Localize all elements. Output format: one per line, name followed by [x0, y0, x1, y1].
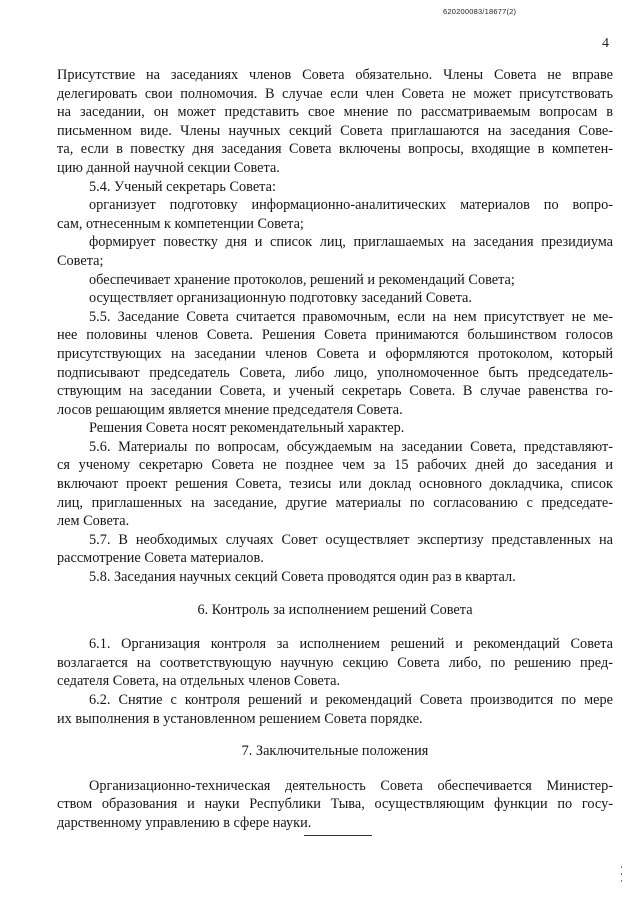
document-id: 620200083/18677(2): [443, 7, 517, 16]
paragraph-line: присутствующих на заседании членов Совета и оформляются протоколом, который: [57, 345, 613, 362]
paragraph-line: сам, отнесенным к компетенции Совета;: [57, 215, 304, 232]
section-6-heading: 6. Контроль за исполнением решений Совета: [197, 601, 473, 618]
paragraph-line: на заседании, он может представить свое мнение по рассматриваемым вопросам в: [57, 104, 613, 121]
clause-5-6: 5.6. Материалы по вопросам, обсуждаемым на заседании Совета, представляют-: [89, 438, 613, 455]
paragraph-line: ствующим на заседании Совета, и ученый секретарь Совета. В случае равенства го-: [57, 383, 613, 400]
clause-6-2: 6.2. Снятие с контроля решений и рекомендаций Совета производится по мере: [89, 692, 613, 708]
paragraph-line: включают проект решения Совета, тезисы или доклад основного докладчика, список: [57, 476, 613, 493]
clause-5-5: 5.5. Заседание Совета считается правомочным, если на нем присутствует не ме-: [89, 308, 613, 325]
paragraph-line: цию данной научной секции Совета.: [57, 159, 280, 176]
paragraph-line: Совета;: [57, 252, 104, 269]
paragraph-line: лиц, приглашенных на заседание, другие материалы по согласованию с председате-: [57, 494, 613, 511]
scan-margin-marks: [621, 866, 625, 886]
paragraph-line: лосов решающим является мнение председателя Совета.: [57, 401, 403, 418]
end-divider: [304, 835, 372, 836]
paragraph-line: формирует повестку дня и список лиц, приглашаемых на заседания президиума: [89, 234, 613, 251]
paragraph-line: рассмотрение Совета материалов.: [57, 550, 264, 567]
paragraph-line: лем Совета.: [57, 513, 130, 530]
paragraph-line: та, если в повестку дня заседания Совета включены вопросы, входящие в компетен-: [57, 141, 613, 158]
paragraph-line: осуществляет организационную подготовку заседаний Совета.: [89, 290, 472, 307]
paragraph-line: дарственному управлению в сфере науки.: [57, 814, 312, 831]
clause-5-8: 5.8. Заседания научных секций Совета проводятся один раз в квартал.: [89, 569, 516, 586]
paragraph-line: Организационно-техническая деятельность Совета обеспечивается Министер-: [89, 777, 613, 794]
paragraph-line: нее половины членов Совета. Решения Совета принимаются большинством голосов: [57, 327, 613, 344]
paragraph-line: седателя Совета, на отдельных членов Совета.: [57, 673, 341, 690]
paragraph-line: обеспечивает хранение протоколов, решений и рекомендаций Совета;: [89, 271, 515, 288]
document-body: [57, 66, 613, 833]
clause-5-4-title: 5.4. Ученый секретарь Совета:: [89, 178, 276, 195]
paragraph-line: Решения Совета носят рекомендательный характер.: [89, 420, 405, 437]
paragraph-line: Присутствие на заседаниях членов Совета обязательно. Члены Совета не вправе: [57, 67, 613, 83]
section-7-heading: 7. Заключительные положения: [241, 743, 429, 760]
paragraph-line: делегировать свои полномочия. В случае если член Совета не может присутствовать: [57, 85, 613, 102]
paragraph-line: ством образования и науки Республики Тыва, осуществляющим функции по госу-: [57, 796, 613, 813]
clause-6-1: 6.1. Организация контроля за исполнением решений и рекомендаций Совета: [89, 636, 613, 653]
paragraph-line: их выполнения в установленном решением Совета порядке.: [57, 710, 423, 727]
clause-5-7: 5.7. В необходимых случаях Совет осуществляет экспертизу представленных на: [89, 531, 613, 548]
paragraph-line: подписывают председатель Совета, либо лицо, уполномоченное быть председатель-: [57, 364, 613, 381]
paragraph-line: ся ученому секретарю Совета не позднее чем за 15 рабочих дней до заседания и: [57, 457, 613, 474]
paragraph-line: возлагается на соответствующую научную секцию Совета либо, по решению пред-: [57, 654, 613, 671]
paragraph-line: организует подготовку информационно-аналитических материалов по вопро-: [89, 197, 613, 214]
page-number: 4: [602, 36, 609, 51]
paragraph-line: письменном виде. Члены научных секций Совета приглашаются на заседания Сове-: [57, 122, 613, 139]
